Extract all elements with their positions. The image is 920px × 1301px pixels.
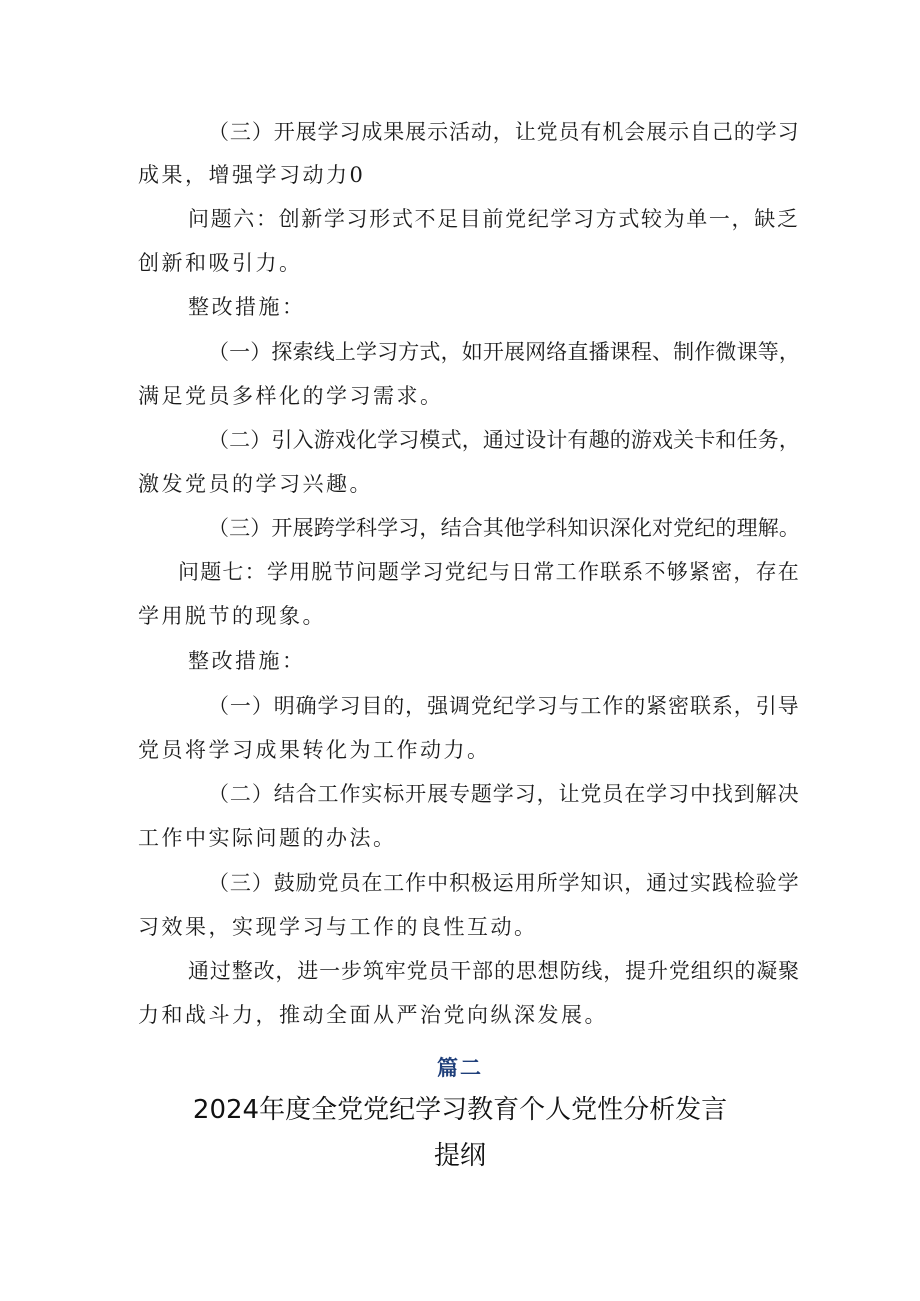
paragraph-line: （二）结合工作实标开展专题学习，让党员在学习中找到解决 [208,782,800,806]
page-title-continued: 提纲 [433,1141,486,1171]
paragraph-line: 力和战斗力，推动全面从严治党向纵深发展。 [138,1003,608,1027]
paragraph-line: 党员将学习成果转化为工作动力。 [138,738,491,762]
paragraph-line: 激发党员的学习兴趣。 [138,472,373,496]
paragraph-line: 创新和吸引力。 [138,251,303,275]
paragraph-line: （一）明确学习目的，强调党纪学习与工作的紧密联系，引导 [208,694,800,718]
paragraph-line: 通过整改，进一步筑牢党员干部的思想防线，提升党组织的凝聚 [188,959,800,983]
paragraph-line: 问题六：创新学习形式不足目前党纪学习方式较为单一，缺乏 [188,207,800,231]
paragraph-line: 问题七：学用脱节问题学习党纪与日常工作联系不够紧密，存在 [178,560,800,584]
paragraph-line: （三）开展跨学科学习，结合其他学科知识深化对党纪的理解。 [208,516,800,540]
page-title: 2024年度全党党纪学习教育个人党性分析发言 [192,1095,728,1125]
section-label: 篇二 [437,1056,483,1080]
paragraph-line: （一）探索线上学习方式，如开展网络直播课程、制作微课等， [208,340,800,364]
paragraph-line: 习效果，实现学习与工作的良性互动。 [138,915,538,939]
paragraph-line: 成果，增强学习动力0 [138,163,366,187]
paragraph-line: （二）引入游戏化学习模式，通过设计有趣的游戏关卡和任务， [208,428,800,452]
paragraph-line: 整改措施： [188,295,306,319]
paragraph-line: 满足党员多样化的学习需求。 [138,384,444,408]
paragraph-line: 整改措施： [188,649,306,673]
paragraph-line: 学用脱节的现象。 [138,604,326,628]
paragraph-line: 工作中实际问题的办法。 [138,826,397,850]
paragraph-line: （三）开展学习成果展示活动，让党员有机会展示自己的学习 [208,120,800,144]
paragraph-line: （三）鼓励党员在工作中积极运用所学知识，通过实践检验学 [208,871,800,895]
